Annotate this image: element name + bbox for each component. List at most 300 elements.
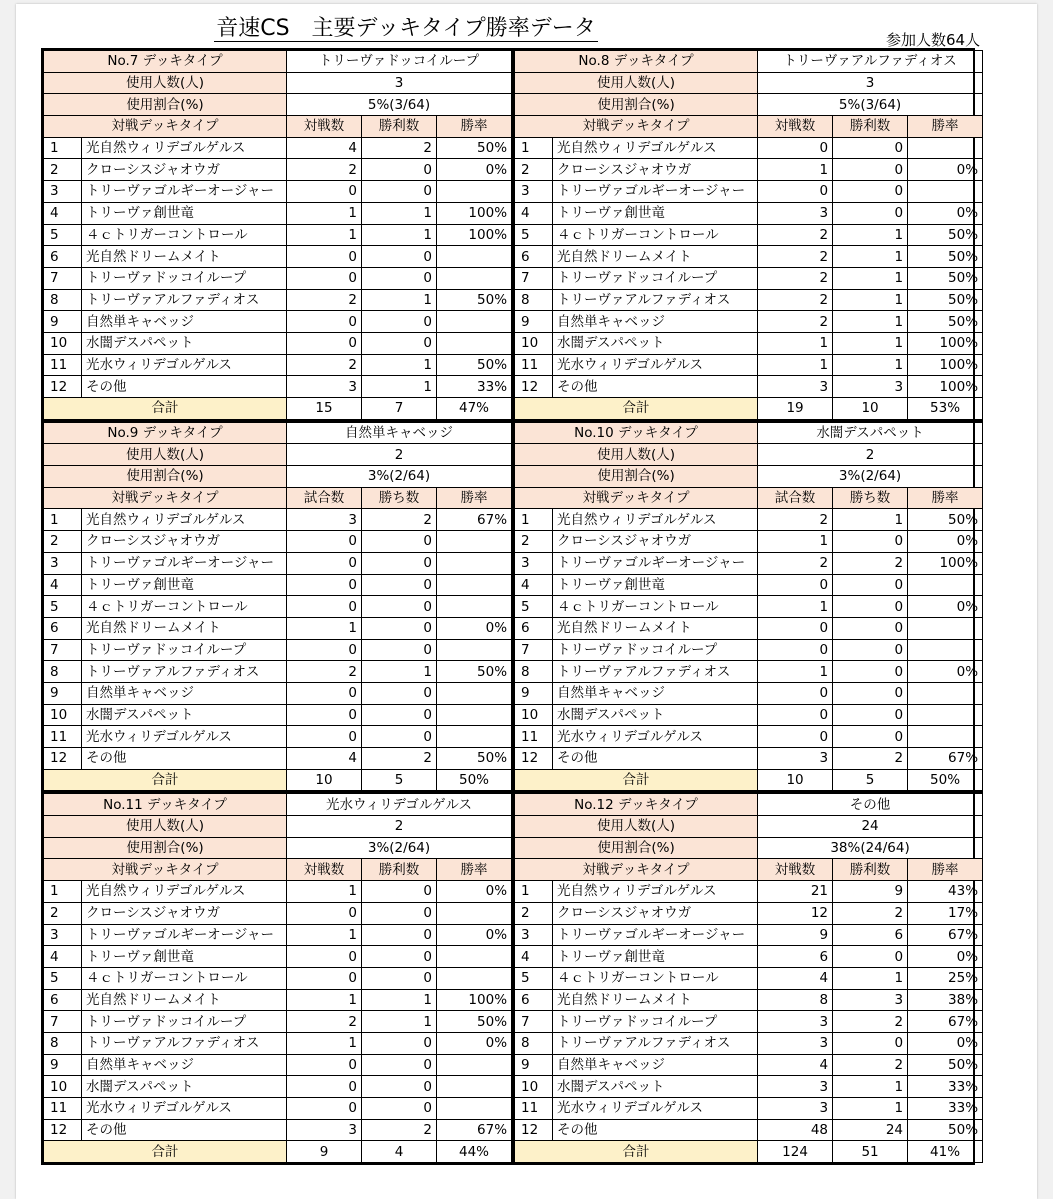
row-number: 4 — [44, 574, 82, 596]
deck-type-name: 水闇デスパペット — [758, 422, 983, 444]
win-rate — [437, 246, 512, 268]
column-header-wins: 勝利数 — [362, 116, 437, 138]
games-count: 4 — [758, 967, 833, 989]
row-number: 11 — [44, 1098, 82, 1120]
wins-count: 0 — [833, 661, 908, 683]
matchup-row — [515, 596, 983, 618]
win-rate: 50% — [908, 509, 983, 531]
games-count: 8 — [758, 989, 833, 1011]
matchup-row — [44, 617, 512, 639]
games-count: 2 — [287, 289, 362, 311]
opponent-deck-name: 自然単キャベッジ — [553, 682, 758, 704]
wins-count: 0 — [833, 137, 908, 159]
opponent-deck-name: 自然単キャベッジ — [82, 1054, 287, 1076]
row-number: 10 — [44, 332, 82, 354]
matchup-row — [44, 1076, 512, 1098]
wins-count: 1 — [362, 224, 437, 246]
win-rate: 50% — [908, 1054, 983, 1076]
deck-type-row — [44, 794, 512, 816]
row-number: 6 — [44, 989, 82, 1011]
row-number: 12 — [44, 1119, 82, 1141]
participants-count: 参加人数64人 — [886, 31, 981, 49]
win-rate — [437, 682, 512, 704]
matchup-row — [44, 1119, 512, 1141]
row-number: 11 — [515, 354, 553, 376]
games-count: 3 — [758, 1076, 833, 1098]
win-rate — [908, 639, 983, 661]
total-row — [515, 398, 983, 420]
row-number: 12 — [44, 376, 82, 398]
games-count: 0 — [287, 967, 362, 989]
win-rate: 67% — [908, 924, 983, 946]
row-number: 4 — [44, 946, 82, 968]
win-rate: 0% — [437, 617, 512, 639]
games-count: 6 — [758, 946, 833, 968]
win-rate: 100% — [437, 202, 512, 224]
opponent-deck-name: 光水ウィリデゴルゲルス — [82, 354, 287, 376]
column-header-row — [515, 487, 983, 509]
win-rate: 0% — [437, 159, 512, 181]
matchup-row — [515, 246, 983, 268]
opponent-deck-name: クローシスジャオウガ — [82, 159, 287, 181]
wins-count: 0 — [833, 181, 908, 203]
opponent-deck-name: トリーヴァゴルギーオージャー — [553, 181, 758, 203]
wins-count: 24 — [833, 1119, 908, 1141]
games-count: 0 — [287, 946, 362, 968]
users-value: 3 — [758, 72, 983, 94]
opponent-deck-name: その他 — [553, 376, 758, 398]
opponent-deck-name: 光自然ドリームメイト — [82, 617, 287, 639]
games-count: 0 — [758, 639, 833, 661]
total-label: 合計 — [44, 769, 287, 791]
deck-type-row — [515, 422, 983, 444]
matchup-row — [44, 639, 512, 661]
row-number: 12 — [515, 1119, 553, 1141]
games-count: 3 — [758, 1011, 833, 1033]
matchup-row — [44, 552, 512, 574]
row-number: 9 — [515, 682, 553, 704]
deck-type-name: 自然単キャベッジ — [287, 422, 512, 444]
opponent-deck-name: トリーヴァドッコイループ — [553, 639, 758, 661]
win-rate: 100% — [908, 332, 983, 354]
win-rate: 33% — [437, 376, 512, 398]
win-rate — [437, 311, 512, 333]
matchup-row — [515, 137, 983, 159]
games-count: 48 — [758, 1119, 833, 1141]
win-rate: 0% — [908, 946, 983, 968]
deck-type-name: トリーヴァドッコイループ — [287, 51, 512, 73]
users-row — [515, 816, 983, 838]
matchup-row — [44, 1032, 512, 1054]
total-games: 15 — [287, 398, 362, 420]
matchup-row — [515, 661, 983, 683]
matchup-row — [515, 574, 983, 596]
users-label: 使用人数(人) — [44, 444, 287, 466]
games-count: 3 — [287, 509, 362, 531]
wins-count: 1 — [833, 311, 908, 333]
column-header-row — [44, 859, 512, 881]
wins-count: 1 — [362, 1011, 437, 1033]
matchup-row — [44, 924, 512, 946]
opponent-deck-name: 光自然ウィリデゴルゲルス — [82, 509, 287, 531]
matchup-row — [44, 267, 512, 289]
wins-count: 0 — [362, 924, 437, 946]
deck-type-label: No.12 デッキタイプ — [515, 794, 758, 816]
total-wins: 4 — [362, 1141, 437, 1163]
wins-count: 9 — [833, 881, 908, 903]
games-count: 0 — [287, 246, 362, 268]
matchup-row — [44, 311, 512, 333]
row-number: 5 — [44, 224, 82, 246]
total-rate: 47% — [437, 398, 512, 420]
ratio-label: 使用割合(%) — [515, 94, 758, 116]
row-number: 5 — [44, 596, 82, 618]
games-count: 0 — [287, 574, 362, 596]
win-rate: 0% — [908, 202, 983, 224]
opponent-deck-name: 水闇デスパペット — [82, 704, 287, 726]
games-count: 1 — [758, 596, 833, 618]
matchup-row — [44, 289, 512, 311]
column-header-games: 対戦数 — [287, 116, 362, 138]
wins-count: 1 — [833, 332, 908, 354]
wins-count: 3 — [833, 989, 908, 1011]
ratio-value: 38%(24/64) — [758, 837, 983, 859]
users-label: 使用人数(人) — [515, 444, 758, 466]
matchup-row — [515, 1076, 983, 1098]
users-row — [515, 444, 983, 466]
users-label: 使用人数(人) — [44, 816, 287, 838]
games-count: 3 — [758, 202, 833, 224]
wins-count: 0 — [833, 617, 908, 639]
games-count: 0 — [758, 726, 833, 748]
matchup-row — [515, 682, 983, 704]
wins-count: 1 — [833, 267, 908, 289]
column-header-games: 対戦数 — [758, 859, 833, 881]
wins-count: 0 — [833, 704, 908, 726]
win-rate: 67% — [437, 1119, 512, 1141]
total-label: 合計 — [515, 769, 758, 791]
wins-count: 1 — [833, 967, 908, 989]
opponent-deck-name: 光水ウィリデゴルゲルス — [82, 1098, 287, 1120]
games-count: 2 — [287, 1011, 362, 1033]
opponent-deck-name: トリーヴァゴルギーオージャー — [553, 552, 758, 574]
win-rate: 67% — [437, 509, 512, 531]
wins-count: 1 — [833, 1076, 908, 1098]
wins-count: 0 — [833, 531, 908, 553]
games-count: 0 — [287, 726, 362, 748]
wins-count: 2 — [833, 902, 908, 924]
matchup-row — [44, 881, 512, 903]
matchup-row — [44, 509, 512, 531]
matchup-row — [515, 311, 983, 333]
row-number: 7 — [44, 267, 82, 289]
opponent-deck-name: その他 — [82, 748, 287, 770]
win-rate — [437, 902, 512, 924]
win-rate: 0% — [908, 159, 983, 181]
win-rate: 100% — [437, 989, 512, 1011]
row-number: 6 — [515, 617, 553, 639]
matchup-row — [515, 989, 983, 1011]
win-rate — [908, 682, 983, 704]
ratio-row — [515, 94, 983, 116]
column-header-games: 試合数 — [287, 487, 362, 509]
ratio-label: 使用割合(%) — [44, 837, 287, 859]
row-number: 7 — [515, 1011, 553, 1033]
row-number: 7 — [44, 1011, 82, 1033]
column-header-games: 対戦数 — [287, 859, 362, 881]
users-value: 24 — [758, 816, 983, 838]
ratio-value: 3%(2/64) — [287, 466, 512, 488]
opponent-deck-name: トリーヴァアルファディオス — [82, 1032, 287, 1054]
row-number: 12 — [44, 748, 82, 770]
win-rate — [437, 946, 512, 968]
matchup-row — [515, 946, 983, 968]
row-number: 12 — [515, 748, 553, 770]
matchup-row — [515, 267, 983, 289]
matchup-row — [44, 1011, 512, 1033]
win-rate: 0% — [908, 531, 983, 553]
users-label: 使用人数(人) — [515, 72, 758, 94]
matchup-row — [44, 224, 512, 246]
column-header-row — [515, 116, 983, 138]
opponent-deck-name: ４ｃトリガーコントロール — [82, 967, 287, 989]
row-number: 2 — [44, 159, 82, 181]
wins-count: 2 — [833, 1054, 908, 1076]
wins-count: 2 — [362, 1119, 437, 1141]
games-count: 0 — [287, 311, 362, 333]
row-number: 3 — [515, 924, 553, 946]
games-count: 2 — [758, 311, 833, 333]
matchup-row — [515, 202, 983, 224]
row-number: 11 — [515, 726, 553, 748]
games-count: 0 — [287, 639, 362, 661]
games-count: 0 — [287, 1054, 362, 1076]
total-wins: 5 — [833, 769, 908, 791]
opponent-deck-name: ４ｃトリガーコントロール — [82, 596, 287, 618]
wins-count: 0 — [362, 332, 437, 354]
users-row — [44, 72, 512, 94]
deck-type-label: No.11 デッキタイプ — [44, 794, 287, 816]
row-number: 3 — [44, 552, 82, 574]
opponent-deck-name: クローシスジャオウガ — [553, 902, 758, 924]
opponent-deck-name: トリーヴァアルファディオス — [553, 289, 758, 311]
row-number: 7 — [44, 639, 82, 661]
opponent-deck-name: クローシスジャオウガ — [553, 531, 758, 553]
deck-panel-3 — [43, 420, 514, 792]
column-header-games: 試合数 — [758, 487, 833, 509]
games-count: 0 — [287, 552, 362, 574]
total-games: 19 — [758, 398, 833, 420]
total-row — [44, 398, 512, 420]
opponent-deck-name: 光自然ウィリデゴルゲルス — [82, 137, 287, 159]
win-rate: 17% — [908, 902, 983, 924]
row-number: 2 — [515, 902, 553, 924]
games-count: 12 — [758, 902, 833, 924]
row-number: 11 — [515, 1098, 553, 1120]
matchup-row — [44, 946, 512, 968]
games-count: 1 — [287, 1032, 362, 1054]
row-number: 9 — [515, 311, 553, 333]
win-rate: 50% — [437, 748, 512, 770]
ratio-row — [515, 837, 983, 859]
total-wins: 10 — [833, 398, 908, 420]
wins-count: 1 — [833, 509, 908, 531]
games-count: 1 — [758, 332, 833, 354]
total-wins: 7 — [362, 398, 437, 420]
row-number: 2 — [515, 531, 553, 553]
ratio-label: 使用割合(%) — [515, 837, 758, 859]
deck-stats-table — [43, 422, 512, 792]
total-row — [515, 1141, 983, 1163]
total-row — [44, 769, 512, 791]
users-value: 2 — [287, 816, 512, 838]
wins-count: 1 — [833, 289, 908, 311]
opponent-deck-name: トリーヴァ創世竜 — [82, 574, 287, 596]
row-number: 12 — [515, 376, 553, 398]
wins-count: 0 — [362, 639, 437, 661]
win-rate — [437, 704, 512, 726]
row-number: 4 — [515, 574, 553, 596]
win-rate — [437, 332, 512, 354]
opponent-deck-name: クローシスジャオウガ — [82, 531, 287, 553]
column-header-wins: 勝ち数 — [833, 487, 908, 509]
column-header-row — [44, 487, 512, 509]
opponent-deck-name: 自然単キャベッジ — [553, 1054, 758, 1076]
total-label: 合計 — [515, 1141, 758, 1163]
total-games: 10 — [287, 769, 362, 791]
deck-panel-4 — [514, 420, 983, 792]
row-number: 3 — [515, 181, 553, 203]
win-rate: 0% — [437, 881, 512, 903]
wins-count: 0 — [362, 902, 437, 924]
win-rate — [437, 596, 512, 618]
opponent-deck-name: トリーヴァアルファディオス — [82, 289, 287, 311]
column-header-rate: 勝率 — [908, 859, 983, 881]
win-rate — [908, 726, 983, 748]
opponent-deck-name: ４ｃトリガーコントロール — [553, 224, 758, 246]
opponent-deck-name: トリーヴァ創世竜 — [553, 946, 758, 968]
games-count: 4 — [758, 1054, 833, 1076]
games-count: 4 — [287, 748, 362, 770]
games-count: 0 — [758, 617, 833, 639]
wins-count: 1 — [833, 246, 908, 268]
column-header-row — [44, 116, 512, 138]
win-rate: 25% — [908, 967, 983, 989]
win-rate: 50% — [437, 289, 512, 311]
games-count: 2 — [758, 289, 833, 311]
wins-count: 1 — [362, 354, 437, 376]
row-number: 10 — [515, 1076, 553, 1098]
matchup-row — [44, 989, 512, 1011]
page-title-text: 音速CS 主要デッキタイプ勝率データ — [216, 16, 596, 41]
total-games: 10 — [758, 769, 833, 791]
opponent-deck-name: トリーヴァ創世竜 — [553, 202, 758, 224]
win-rate — [437, 267, 512, 289]
wins-count: 0 — [362, 574, 437, 596]
games-count: 2 — [287, 661, 362, 683]
wins-count: 2 — [362, 748, 437, 770]
games-count: 1 — [287, 881, 362, 903]
users-row — [44, 444, 512, 466]
ratio-row — [44, 466, 512, 488]
wins-count: 0 — [362, 1032, 437, 1054]
matchup-row — [44, 748, 512, 770]
ratio-row — [44, 94, 512, 116]
column-header-deck: 対戦デッキタイプ — [44, 859, 287, 881]
deck-panel-1 — [43, 50, 514, 420]
games-count: 1 — [758, 531, 833, 553]
opponent-deck-name: ４ｃトリガーコントロール — [553, 596, 758, 618]
row-number: 1 — [44, 881, 82, 903]
win-rate: 50% — [908, 224, 983, 246]
matchup-row — [44, 202, 512, 224]
row-number: 8 — [515, 1032, 553, 1054]
win-rate: 50% — [908, 267, 983, 289]
wins-count: 1 — [833, 354, 908, 376]
matchup-row — [44, 1054, 512, 1076]
win-rate — [437, 552, 512, 574]
opponent-deck-name: 光水ウィリデゴルゲルス — [82, 726, 287, 748]
total-rate: 44% — [437, 1141, 512, 1163]
matchup-row — [44, 1098, 512, 1120]
games-count: 2 — [758, 267, 833, 289]
deck-type-row — [44, 422, 512, 444]
opponent-deck-name: クローシスジャオウガ — [82, 902, 287, 924]
games-count: 0 — [287, 704, 362, 726]
opponent-deck-name: その他 — [82, 1119, 287, 1141]
column-header-wins: 勝利数 — [833, 116, 908, 138]
wins-count: 1 — [362, 202, 437, 224]
matchup-row — [44, 682, 512, 704]
users-label: 使用人数(人) — [515, 816, 758, 838]
column-header-wins: 勝利数 — [833, 859, 908, 881]
games-count: 3 — [287, 1119, 362, 1141]
wins-count: 0 — [362, 552, 437, 574]
matchup-row — [44, 661, 512, 683]
ratio-value: 5%(3/64) — [287, 94, 512, 116]
matchup-row — [44, 354, 512, 376]
opponent-deck-name: 光水ウィリデゴルゲルス — [553, 726, 758, 748]
matchup-row — [515, 748, 983, 770]
games-count: 0 — [287, 1076, 362, 1098]
matchup-row — [515, 531, 983, 553]
matchup-row — [515, 1119, 983, 1141]
wins-count: 0 — [362, 1076, 437, 1098]
win-rate — [908, 137, 983, 159]
row-number: 8 — [44, 289, 82, 311]
row-number: 5 — [515, 967, 553, 989]
row-number: 6 — [44, 246, 82, 268]
games-count: 0 — [287, 682, 362, 704]
wins-count: 0 — [362, 704, 437, 726]
column-header-deck: 対戦デッキタイプ — [44, 487, 287, 509]
wins-count: 0 — [362, 159, 437, 181]
opponent-deck-name: 光自然ウィリデゴルゲルス — [553, 137, 758, 159]
matchup-row — [515, 354, 983, 376]
win-rate — [437, 1098, 512, 1120]
matchup-row — [44, 967, 512, 989]
games-count: 0 — [287, 332, 362, 354]
win-rate — [437, 1054, 512, 1076]
total-row — [515, 769, 983, 791]
win-rate — [437, 531, 512, 553]
matchup-row — [44, 726, 512, 748]
column-header-rate: 勝率 — [908, 116, 983, 138]
wins-count: 0 — [833, 726, 908, 748]
games-count: 1 — [287, 224, 362, 246]
games-count: 4 — [287, 137, 362, 159]
deck-type-label: No.9 デッキタイプ — [44, 422, 287, 444]
